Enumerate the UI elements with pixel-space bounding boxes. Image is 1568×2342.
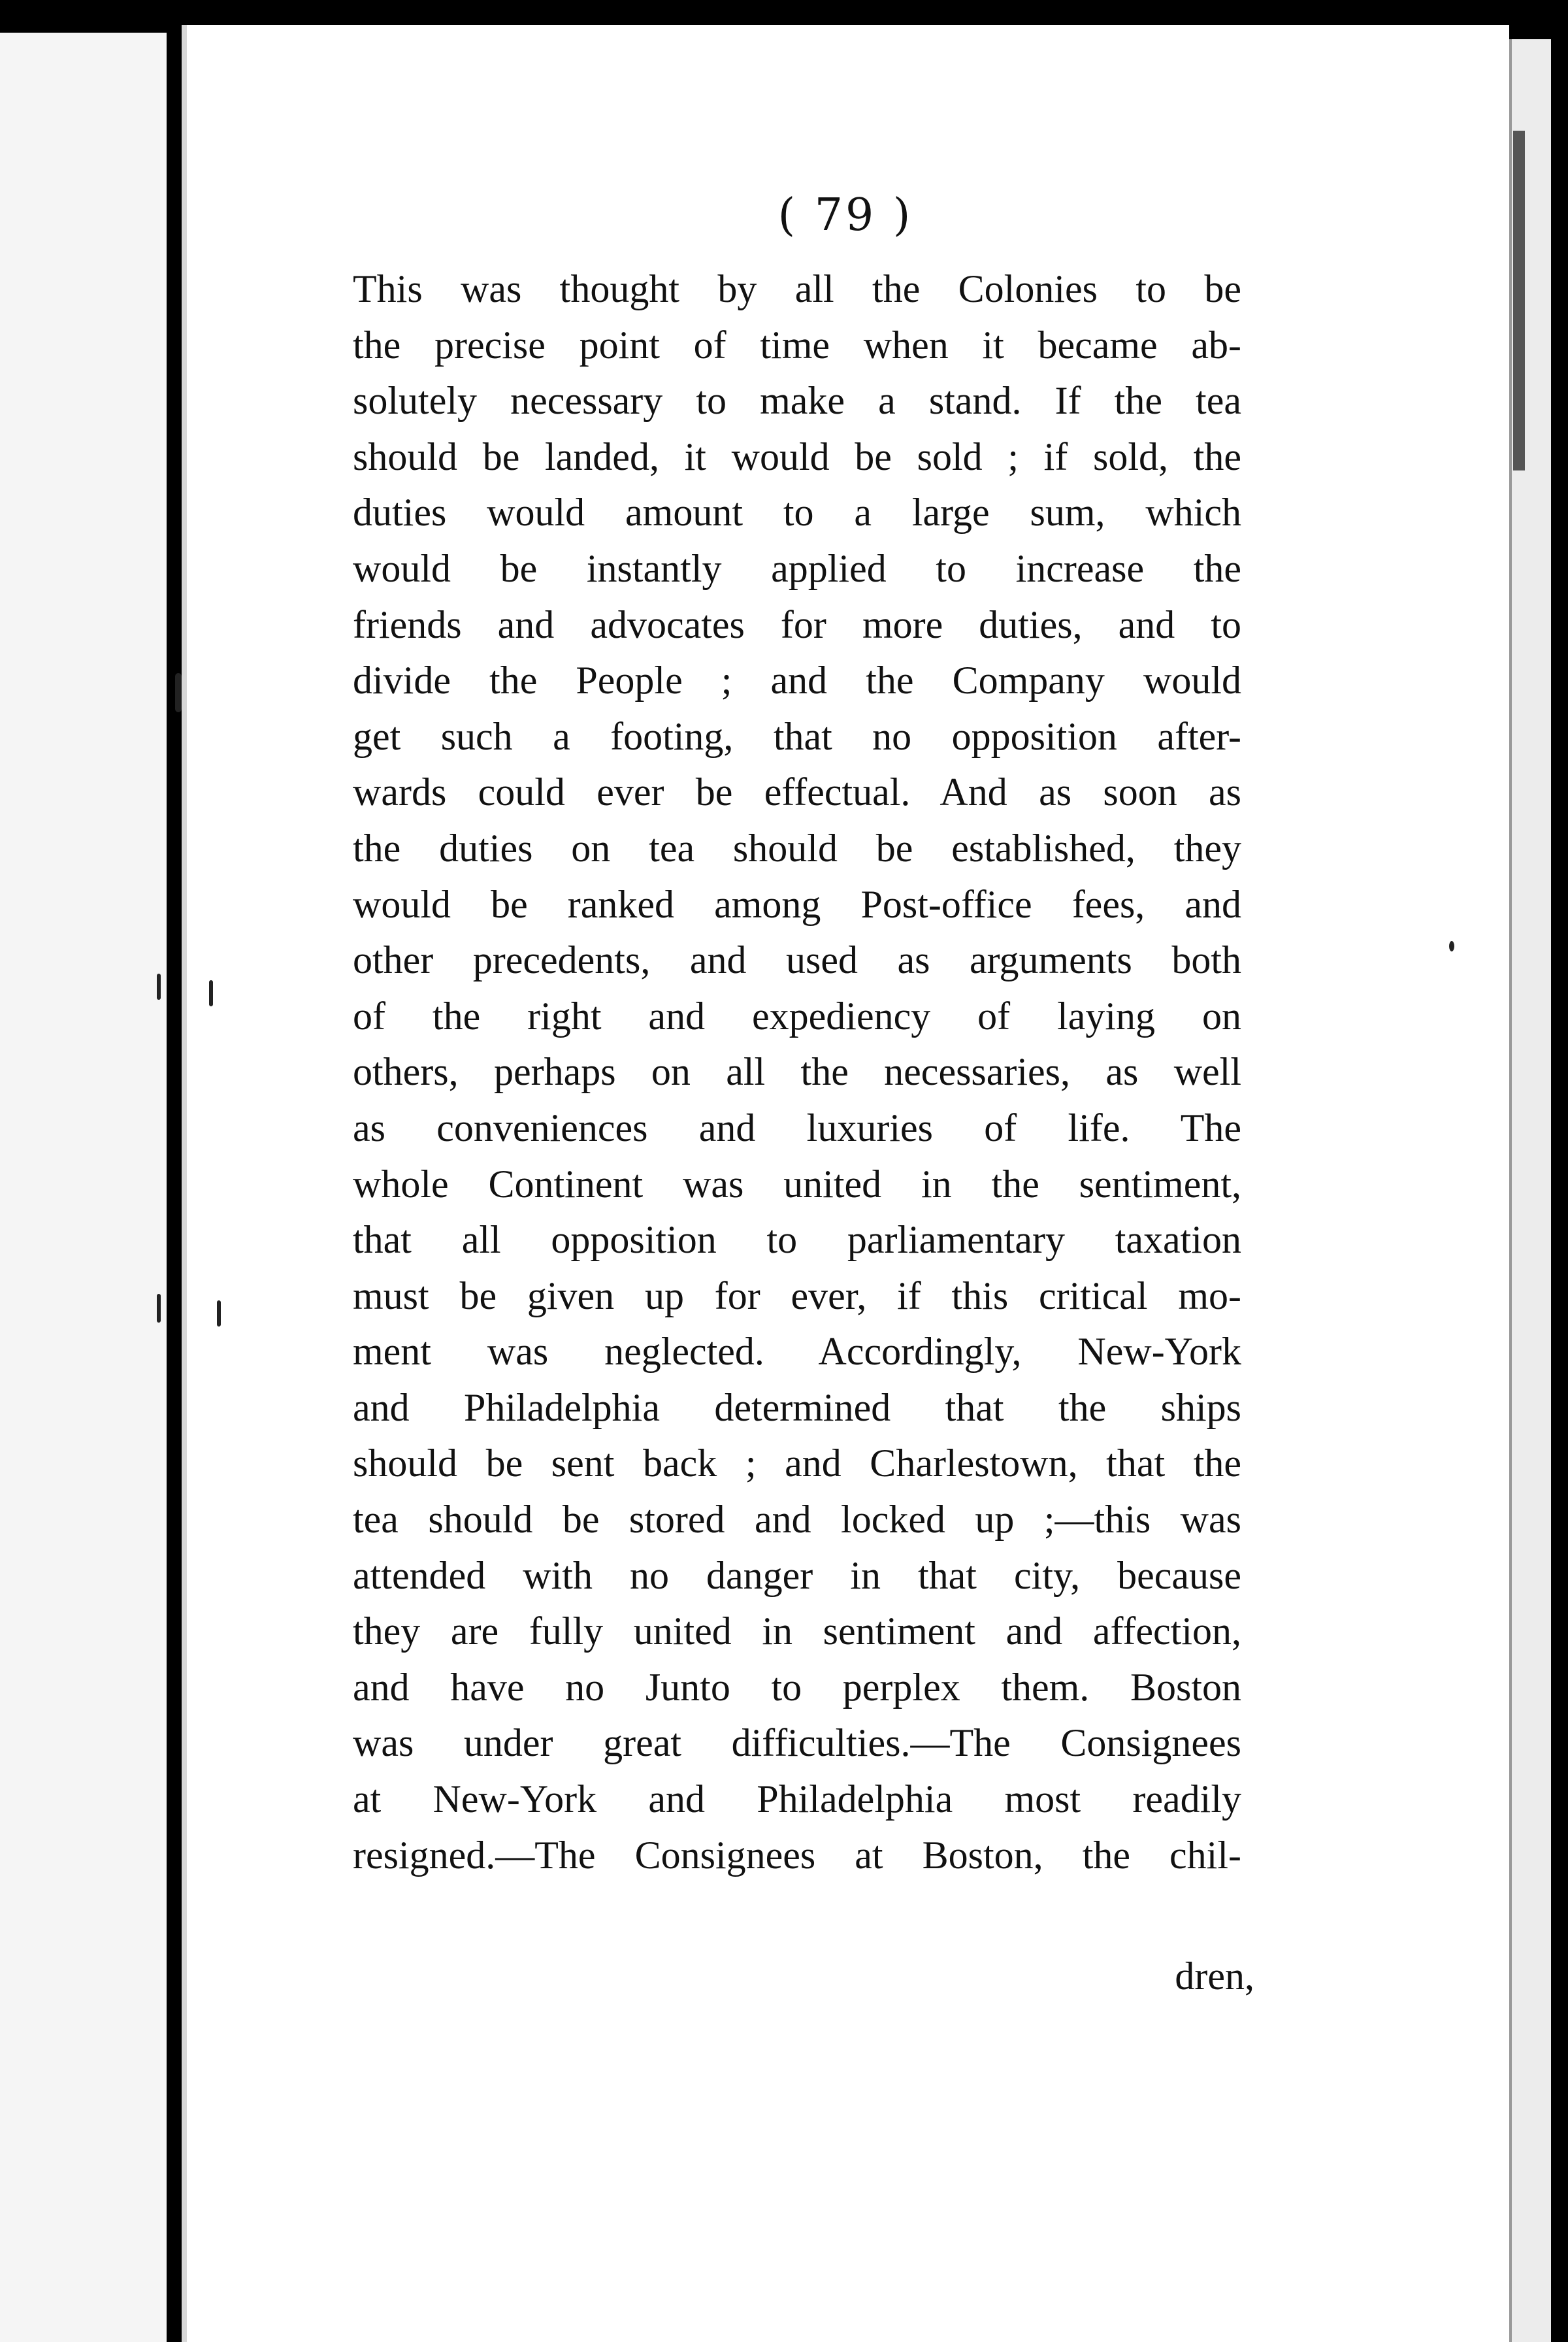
text-line: others, perhaps on all the necessaries, as well <box>353 1050 1241 1094</box>
text-line: they are fully united in sentiment and affection, <box>353 1609 1241 1653</box>
text-line: duties would amount to a large sum, which <box>353 491 1241 535</box>
text-line: must be given up for ever, if this critical mo- <box>353 1274 1241 1317</box>
margin-speck <box>157 1294 161 1323</box>
text-line: was under great difficulties.—The Consignees <box>353 1721 1241 1765</box>
text-line: would be ranked among Post-office fees, and <box>353 882 1241 926</box>
text-line: This was thought by all the Colonies to be <box>353 267 1241 310</box>
facing-page-edge <box>0 33 167 2342</box>
text-line: solutely necessary to make a stand. If the tea <box>353 379 1241 423</box>
text-line: friends and advocates for more duties, and to <box>353 602 1241 646</box>
text-line: the precise point of time when it became ab- <box>353 323 1241 367</box>
body-text <box>353 261 1241 1883</box>
text-line: other precedents, and used as arguments both <box>353 938 1241 982</box>
page-number: ( 79 ) <box>777 190 913 241</box>
margin-speck <box>209 980 213 1006</box>
text-line: attended with no danger in that city, because <box>353 1553 1241 1597</box>
margin-speck <box>175 673 182 712</box>
text-line: divide the People ; and the Company would <box>353 659 1241 702</box>
margin-speck <box>157 974 161 1000</box>
text-line: and Philadelphia determined that the ships <box>353 1385 1241 1429</box>
text-line: whole Continent was united in the sentiment, <box>353 1162 1241 1206</box>
text-line: as conveniences and luxuries of life. The <box>353 1106 1241 1149</box>
text-line: wards could ever be effectual. And as soon as <box>353 770 1241 814</box>
text-line: the duties on tea should be established, they <box>353 826 1241 870</box>
binding-shadow <box>1513 131 1525 470</box>
text-line: that all opposition to parliamentary taxation <box>353 1218 1241 1262</box>
text-line: should be landed, it would be sold ; if sold, the <box>353 435 1241 478</box>
margin-speck <box>1449 941 1454 951</box>
margin-speck <box>217 1300 221 1327</box>
text-line: at New-York and Philadelphia most readily <box>353 1777 1241 1821</box>
catchword: dren, <box>1175 1954 1254 1998</box>
text-line: tea should be stored and locked up ;—this was <box>353 1498 1241 1542</box>
text-line: get such a footing, that no opposition after- <box>353 714 1241 758</box>
text-line: should be sent back ; and Charlestown, that the <box>353 1442 1241 1485</box>
text-line: and have no Junto to perplex them. Boston <box>353 1665 1241 1709</box>
text-line: ment was neglected. Accordingly, New-York <box>353 1330 1241 1374</box>
text-line: resigned.—The Consignees at Boston, the chil- <box>353 1833 1241 1877</box>
text-line: of the right and expediency of laying on <box>353 994 1241 1038</box>
text-line: would be instantly applied to increase the <box>353 546 1241 590</box>
